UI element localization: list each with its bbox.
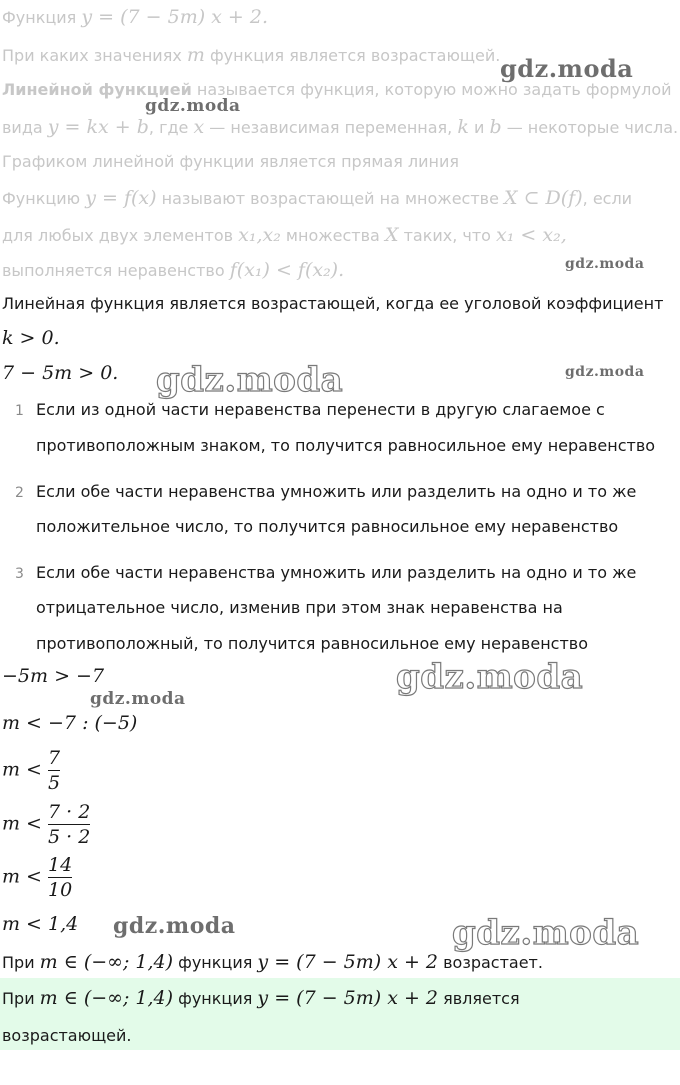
list-item-2-line-1: Если обе части неравенства умножить или разделить на одно и то же [36,482,637,501]
inequality: 7 − 5m > 0. [2,362,119,384]
task-question: При каких значениях m функция является возрастающей. [2,44,501,66]
watermark: gdz.moda [113,913,236,939]
list-number: 1 [15,403,24,419]
calc-step-5: m < $\frac{14}{10}$ [2,854,73,901]
calc-step-4: m < $\frac{7 \cdot 2}{5 \cdot 2}$ [2,801,91,848]
answer-line-1: При m ∈ (−∞; 1,4) функция y = (7 − 5m) x + 2 является [2,987,520,1009]
answer-line-2: возрастающей. [2,1026,132,1045]
calc-step-2: m < −7 : (−5) [2,712,138,734]
list-item-3-line-1: Если обе части неравенства умножить или разделить на одно и то же [36,563,637,582]
fraction: $\frac{14}{10}$ [47,854,73,901]
graph-definition: Графиком линейной функции является прямая линия [2,152,460,171]
fraction: $\frac{7 \cdot 2}{5 \cdot 2}$ [47,801,91,848]
watermark: gdz.moda [565,256,645,272]
calc-step-1: −5m > −7 [2,665,105,687]
fraction: $\frac{7}{5}$ [47,747,61,794]
watermark: gdz.moda [396,657,584,697]
list-item-1-line-1: Если из одной части неравенства перенести в другую слагаемое с [36,400,605,419]
watermark: gdz.moda [452,913,640,953]
slope-condition: k > 0. [2,327,60,349]
list-item-3-line-2: отрицательное число, изменив при этом знак неравенства на [36,598,563,617]
calc-step-3: m < $\frac{7}{5}$ [2,747,61,794]
watermark: gdz.moda [565,364,645,380]
increasing-def-line-1: Функцию y = f(x) называют возрастающей на множестве X ⊂ D(f), если [2,187,633,209]
watermark: gdz.moda [500,54,634,83]
calc-step-6: m < 1,4 [2,913,79,935]
increasing-def-line-3: выполняется неравенство f(x₁) < f(x₂). [2,259,345,281]
result-line: При m ∈ (−∞; 1,4) функция y = (7 − 5m) x + 2 возрастает. [2,951,543,973]
definition-line-1: Линейной функцией называется функция, которую можно задать формулой [2,80,672,99]
list-item-2-line-2: положительное число, то получится равносильное ему неравенство [36,517,619,536]
list-number: 2 [15,485,24,501]
watermark: gdz.moda [156,360,344,400]
watermark: gdz.moda [145,96,241,116]
task-title: Функция y = (7 − 5m) x + 2. [2,6,269,28]
answer-box [0,978,680,1050]
list-item-1-line-2: противоположным знаком, то получится равносильное ему неравенство [36,436,656,455]
watermark: gdz.moda [90,689,186,709]
rule-text: Линейная функция является возрастающей, когда ее уголовой коэффициент [2,294,664,313]
increasing-def-line-2: для любых двух элементов x₁,x₂ множества X таких, что x₁ < x₂, [2,224,567,246]
list-number: 3 [15,566,24,582]
list-item-3-line-3: противоположный, то получится равносильное ему неравенство [36,634,588,653]
definition-line-2: вида y = kx + b, где x — независимая переменная, k и b — некоторые числа. [2,116,679,138]
